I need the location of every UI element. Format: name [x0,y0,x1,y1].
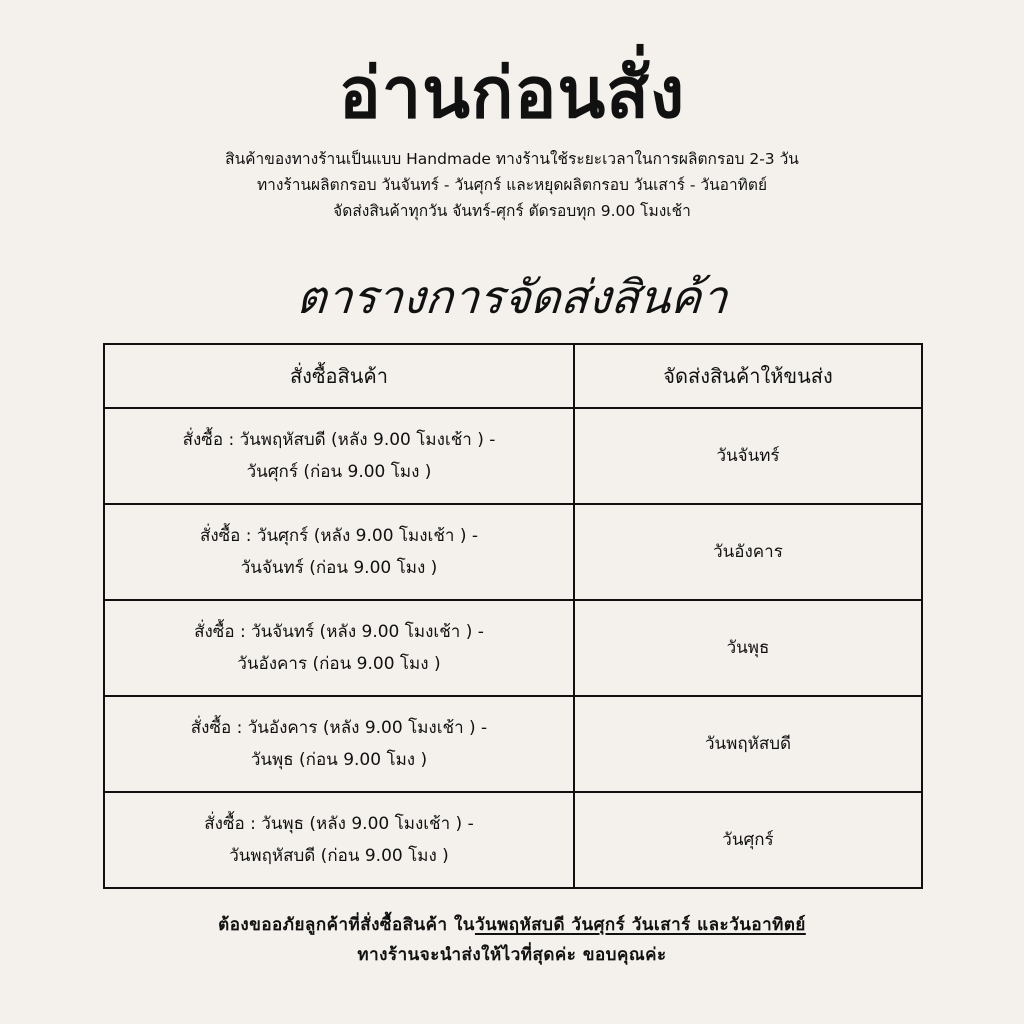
order-line: วันพฤหัสบดี (ก่อน 9.00 โมง ) [229,846,449,866]
ship-cell: วันศุกร์ [574,792,922,888]
header-ship: จัดส่งสินค้าให้ขนส่ง [574,344,922,408]
ship-cell: วันอังคาร [574,504,922,600]
order-line: วันจันทร์ (ก่อน 9.00 โมง ) [240,558,438,578]
order-line: วันอังคาร (ก่อน 9.00 โมง ) [237,654,441,674]
footer-line-1-days: วันพฤหัสบดี วันศุกร์ วันเสาร์ และวันอาทิตย์ [474,915,806,935]
intro-line-2: ทางร้านผลิตกรอบ วันจันทร์ - วันศุกร์ และหยุดผลิตกรอบ วันเสาร์ - วันอาทิตย์ [256,176,768,194]
order-line: วันศุกร์ (ก่อน 9.00 โมง ) [246,462,432,482]
order-line: สั่งซื้อ : วันจันทร์ (หลัง 9.00 โมงเช้า ) - [194,622,484,642]
intro-line-3: จัดส่งสินค้าทุกวัน จันทร์-ศุกร์ ตัดรอบทุก 9.00 โมงเช้า [333,202,691,220]
table-row [104,792,922,888]
intro-line-1: สินค้าของทางร้านเป็นแบบ Handmade ทางร้านใช้ระยะเวลาในการผลิตกรอบ 2-3 วัน [225,150,799,168]
table-row [104,408,922,504]
ship-cell: วันพฤหัสบดี [574,696,922,792]
order-cell [104,504,574,600]
table-row [104,600,922,696]
order-cell [104,696,574,792]
table-header-row [104,344,922,408]
schedule-title: ตารางการจัดส่งสินค้า [294,270,730,324]
page-title: อ่านก่อนสั่ง [338,52,686,134]
footer-line-1 [0,910,1024,940]
footer-line-1-prefix: ต้องขออภัยลูกค้าที่สั่งซื้อสินค้า ใน [218,915,475,935]
order-cell [104,408,574,504]
order-line: สั่งซื้อ : วันพุธ (หลัง 9.00 โมงเช้า ) - [204,814,474,834]
shipping-schedule-table [103,343,923,889]
footer-note [0,910,1024,970]
table-row [104,504,922,600]
footer-line-2: ทางร้านจะนำส่งให้ไวที่สุดค่ะ ขอบคุณค่ะ [357,945,667,965]
ship-cell: วันจันทร์ [574,408,922,504]
order-cell [104,792,574,888]
order-line: สั่งซื้อ : วันอังคาร (หลัง 9.00 โมงเช้า ) - [190,718,488,738]
order-line: สั่งซื้อ : วันพฤหัสบดี (หลัง 9.00 โมงเช้า ) - [182,430,496,450]
order-cell [104,600,574,696]
order-line: สั่งซื้อ : วันศุกร์ (หลัง 9.00 โมงเช้า ) - [199,526,479,546]
intro-text [0,146,1024,224]
header-order: สั่งซื้อสินค้า [104,344,574,408]
table-row [104,696,922,792]
ship-cell: วันพุธ [574,600,922,696]
order-line: วันพุธ (ก่อน 9.00 โมง ) [250,750,428,770]
